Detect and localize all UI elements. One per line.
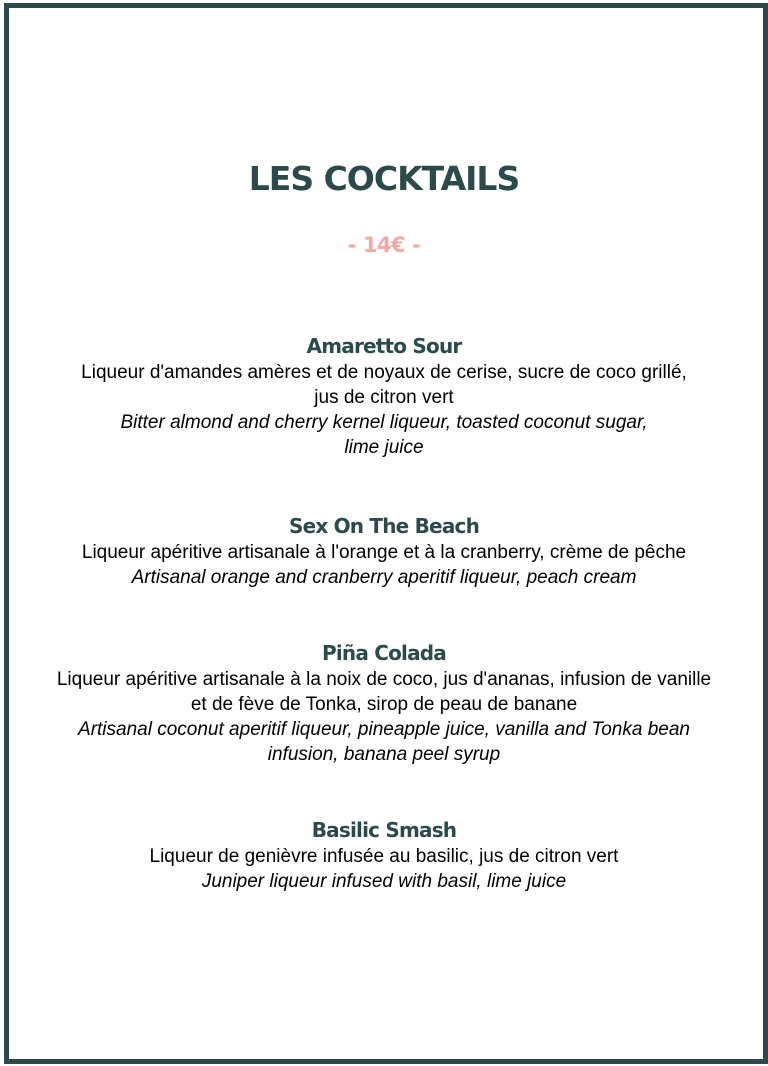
item-description-en-line: Bitter almond and cherry kernel liqueur, toasted coconut sugar,: [120, 412, 648, 433]
item-name: Piña Colada: [322, 641, 446, 665]
item-description-en-line: Artisanal coconut aperitif liqueur, pineapple juice, vanilla and Tonka bean: [78, 719, 690, 740]
menu-title: LES COCKTAILS: [248, 159, 520, 198]
menu-item-basilic-smash: [0, 817, 768, 894]
item-description-fr-line: Liqueur apéritive artisanale à l'orange et à la cranberry, crème de pêche: [81, 542, 687, 563]
item-description-fr-line: Liqueur de genièvre infusée au basilic, jus de citron vert: [149, 846, 619, 867]
menu-item-sex-on-the-beach: [0, 513, 768, 590]
item-name: Amaretto Sour: [306, 334, 462, 358]
item-description-fr-line: Liqueur d'amandes amères et de noyaux de cerise, sucre de coco grillé,: [81, 362, 687, 383]
item-description-en-line: infusion, banana peel syrup: [267, 744, 501, 765]
menu-item-pina-colada: [0, 640, 768, 767]
menu-item-amaretto-sour: [0, 333, 768, 460]
item-description-en-line: Juniper liqueur infused with basil, lime juice: [201, 871, 567, 892]
item-description-fr-line: Liqueur apéritive artisanale à la noix de coco, jus d'ananas, infusion de vanille: [56, 669, 712, 690]
item-description-fr-line: jus de citron vert: [314, 387, 454, 408]
item-name: Basilic Smash: [311, 818, 457, 842]
item-description-fr-line: et de fève de Tonka, sirop de peau de banane: [190, 694, 578, 715]
item-name: Sex On The Beach: [288, 514, 480, 538]
item-description-en-line: lime juice: [344, 437, 424, 458]
item-description-en-line: Artisanal orange and cranberry aperitif liqueur, peach cream: [131, 567, 637, 588]
menu-price: - 14€ -: [347, 233, 421, 257]
